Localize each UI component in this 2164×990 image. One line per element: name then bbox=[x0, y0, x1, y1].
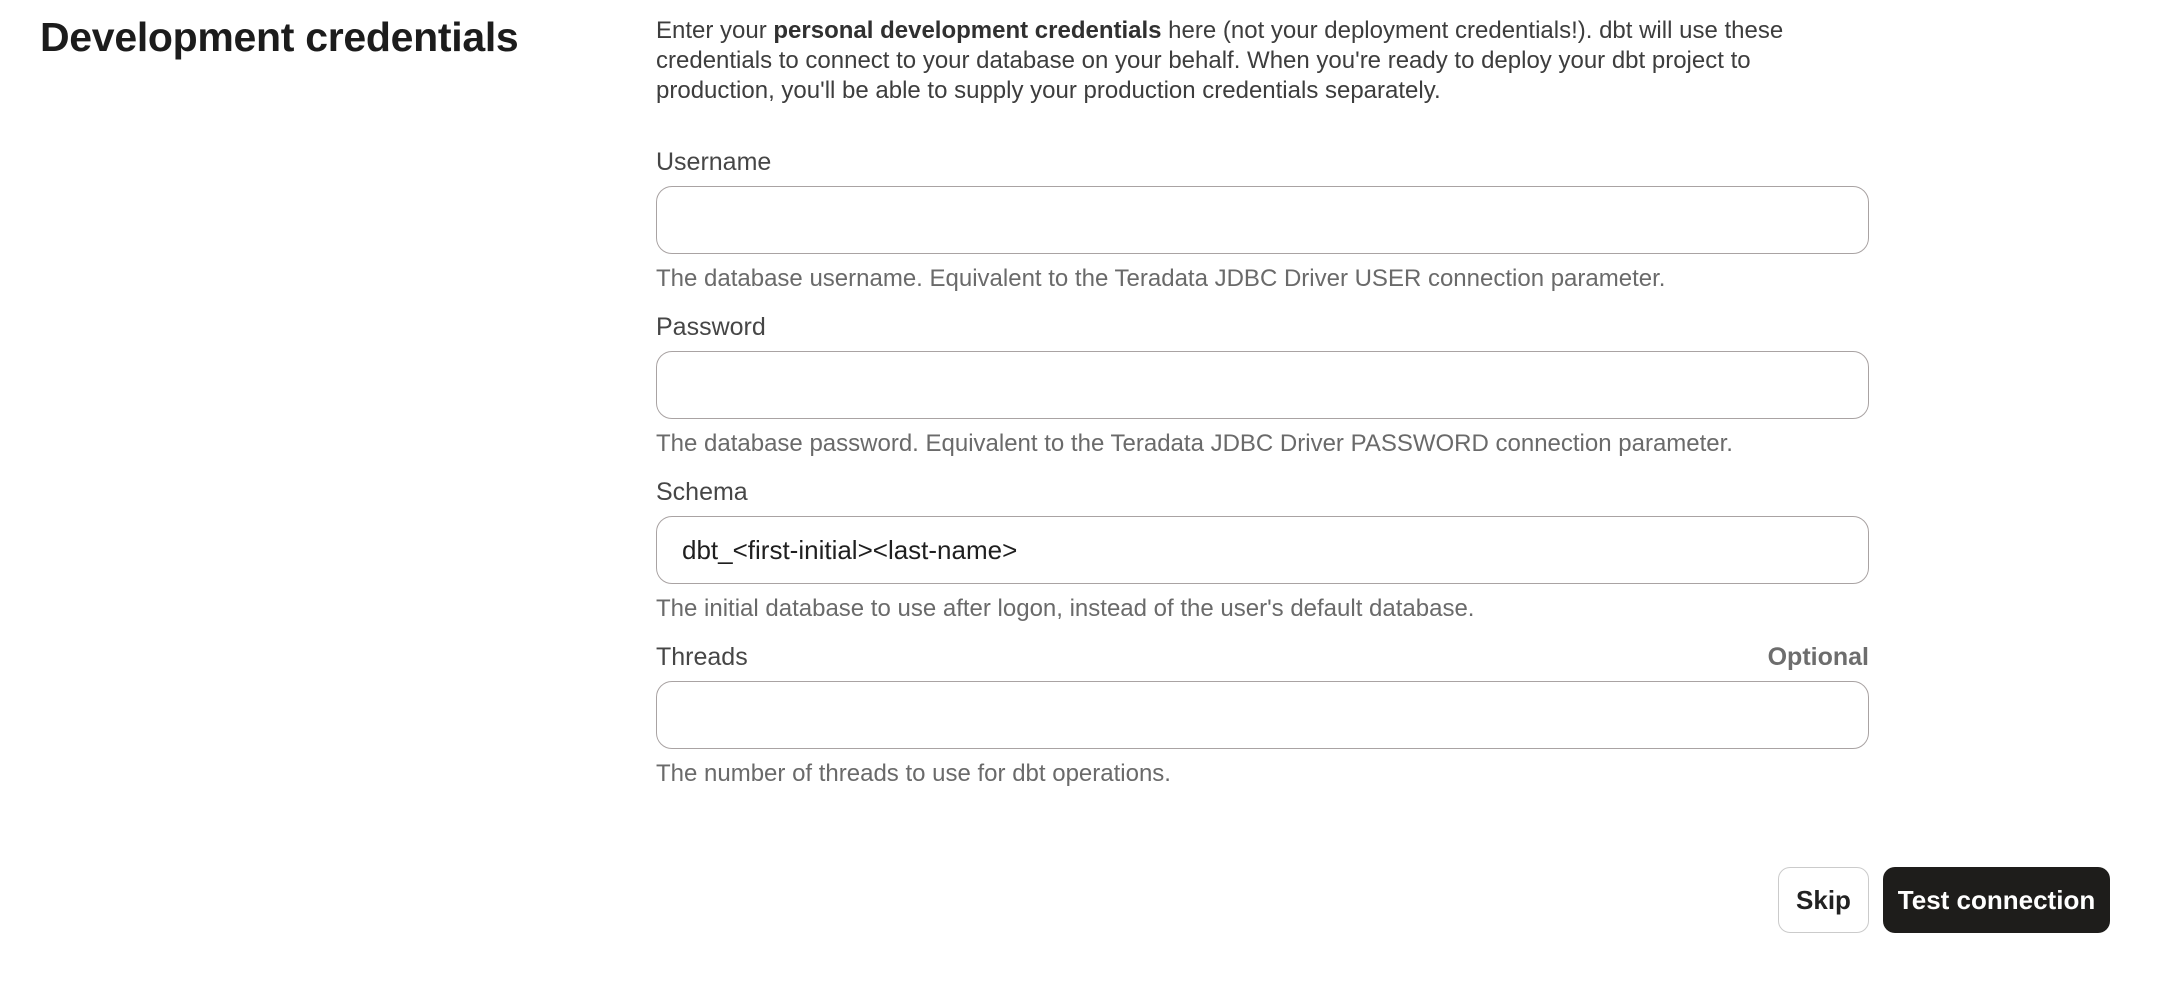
action-bar bbox=[1778, 867, 2110, 933]
intro-bold: personal development credentials bbox=[773, 17, 1162, 44]
schema-label: Schema bbox=[656, 478, 748, 506]
password-label: Password bbox=[656, 313, 766, 341]
field-username bbox=[656, 148, 1869, 293]
credentials-form bbox=[656, 16, 1869, 788]
password-label-row bbox=[656, 313, 1869, 342]
page-title: Development credentials bbox=[40, 14, 519, 60]
threads-helper: The number of threads to use for dbt operations. bbox=[656, 760, 1171, 787]
username-helper: The database username. Equivalent to the Teradata JDBC Driver USER connection parameter. bbox=[656, 265, 1666, 292]
threads-label-row bbox=[656, 643, 1869, 672]
password-helper: The database password. Equivalent to the Teradata JDBC Driver PASSWORD connection parameter. bbox=[656, 430, 1733, 457]
username-input[interactable] bbox=[656, 186, 1869, 254]
intro-text bbox=[656, 16, 1869, 106]
username-label: Username bbox=[656, 148, 772, 176]
intro-prefix: Enter your bbox=[656, 17, 774, 44]
password-input[interactable] bbox=[656, 351, 1869, 419]
field-threads bbox=[656, 643, 1869, 788]
test-connection-button[interactable]: Test connection bbox=[1883, 867, 2110, 933]
username-label-row bbox=[656, 148, 1869, 177]
field-schema bbox=[656, 478, 1869, 623]
intro-suffix: here (not your deployment credentials!). dbt will use these credentials to connect to your database on your behalf. When you're ready to deploy your dbt project to production, you'll be able to supply your production credentials separately. bbox=[656, 17, 1784, 104]
schema-helper: The initial database to use after logon, instead of the user's default database. bbox=[656, 595, 1475, 622]
threads-label: Threads bbox=[656, 643, 748, 671]
field-password bbox=[656, 313, 1869, 458]
skip-button[interactable]: Skip bbox=[1778, 867, 1869, 933]
threads-optional-badge: Optional bbox=[1767, 643, 1869, 671]
schema-input[interactable] bbox=[656, 516, 1869, 584]
threads-input[interactable] bbox=[656, 681, 1869, 749]
schema-label-row bbox=[656, 478, 1869, 507]
